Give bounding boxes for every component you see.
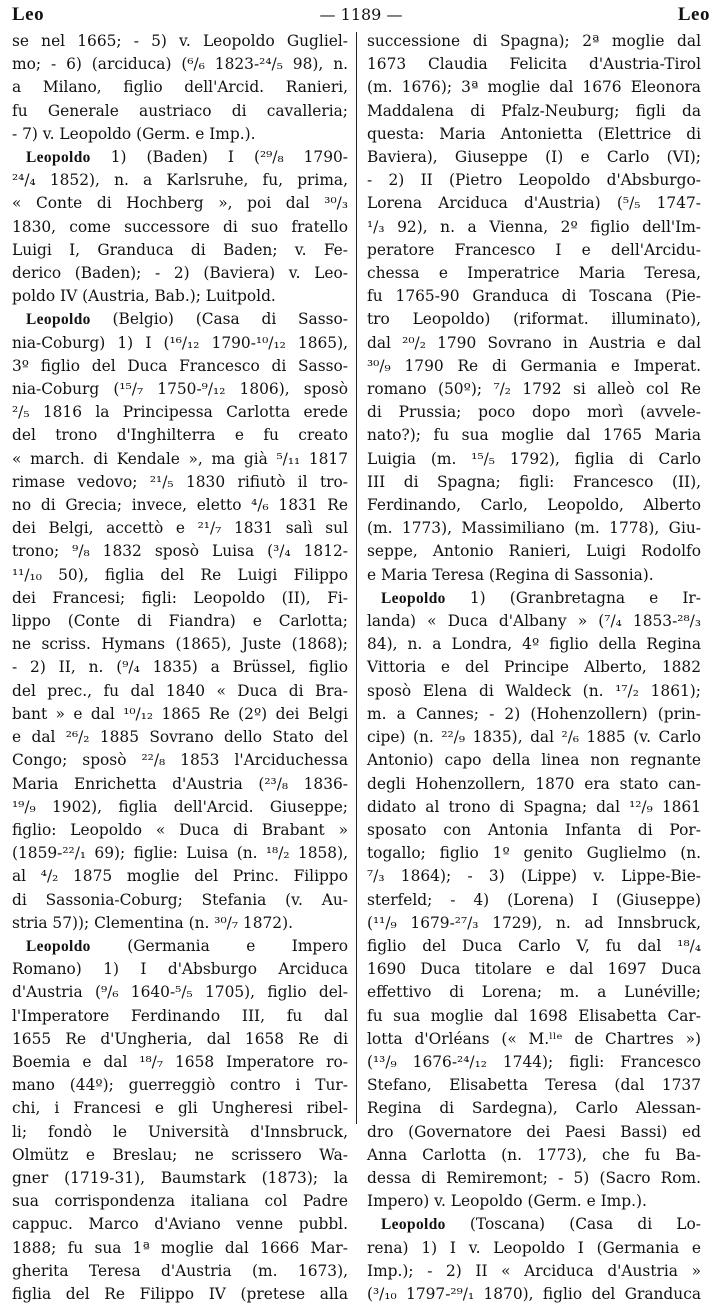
text-line <box>12 680 348 703</box>
text-line <box>12 773 348 796</box>
text-line <box>12 239 348 262</box>
line-text: Boemia e dal ¹⁸/₇ 1658 Imperatore ro- <box>12 1052 348 1071</box>
line-text: del prec., fu dal 1840 « Duca di Bra- <box>12 681 348 700</box>
line-text: dei Francesi; figli: Leopoldo (II), Fi- <box>12 588 348 607</box>
text-line <box>367 1097 701 1120</box>
line-text: al ⁴/₂ 1875 moglie del Princ. Filippo <box>12 867 348 886</box>
line-text: Luigia (m. ¹⁵/₅ 1792), figlia di Carlo <box>367 449 701 468</box>
line-text: successione di Spagna); 2ª moglie dal <box>367 32 701 50</box>
page-number: — 1189 — <box>319 5 403 24</box>
line-text: se nel 1665; - 5) v. Leopoldo Gugliel- <box>12 32 348 50</box>
text-line <box>367 1074 701 1097</box>
line-text: - 7) v. Leopoldo (Germ. e Imp.). <box>12 124 256 143</box>
line-text: ²⁴/₄ 1852), n. a Karlsruhe, fu, prima, <box>12 171 348 190</box>
line-text: - 2) II, n. (⁹/₄ 1835) a Brüssel, figlio <box>12 658 348 677</box>
text-line <box>367 1121 701 1144</box>
line-text: lippo (Conte di Fiandra) e Carlotta; <box>12 612 348 631</box>
text-line <box>367 796 701 819</box>
text-line <box>12 471 348 494</box>
text-line <box>367 564 701 587</box>
line-text: peratore Francesco I e dell'Arcidu- <box>367 240 701 259</box>
text-line <box>12 76 348 99</box>
line-text: fu sua moglie dal 1698 Elisabetta Car- <box>367 1006 701 1025</box>
text-line <box>12 1190 348 1213</box>
line-text: bant » e dal ¹⁰/₁₂ 1865 Re (2º) dei Belgi <box>12 704 348 723</box>
line-text: cappuc. Marco d'Aviano venne pubbl. <box>12 1215 348 1234</box>
line-text: di Prussia; poco dopo morì (avvele- <box>367 403 701 422</box>
line-text: d'Austria (⁹/₆ 1640-⁵/₅ 1705), figlio del- <box>12 983 348 1002</box>
line-text: Luigi I, Granduca di Baden; v. Fe- <box>12 240 348 259</box>
line-text: gner (1719-31), Baumstark (1873); la <box>12 1168 348 1187</box>
line-text: 3º figlio del Duca Francesco di Sasso- <box>12 356 348 375</box>
line-text: mo; - 6) (arciduca) (⁶/₆ 1823-²⁴/₅ 98), n. <box>12 55 348 74</box>
line-text: nia-Coburg) 1) I (¹⁶/₁₂ 1790-¹⁰/₁₂ 1865), <box>12 333 348 352</box>
text-line <box>12 1213 348 1236</box>
line-text: Regina di Sardegna), Carlo Alessan- <box>367 1099 701 1118</box>
line-text: fu 1765-90 Granduca di Toscana (Pie- <box>367 287 701 306</box>
entry-headword: Leopoldo <box>26 937 91 955</box>
line-text: lotta d'Orléans (« M.ˡˡᵉ de Chartres ») <box>367 1029 701 1048</box>
text-line <box>367 610 701 633</box>
line-text: ²/₅ 1816 la Principessa Carlotta erede <box>12 403 348 422</box>
text-line <box>12 517 348 540</box>
text-line <box>367 401 701 424</box>
line-text: Lorena Arciduca d'Austria) (⁵/₅ 1747- <box>367 194 701 213</box>
text-line <box>12 1051 348 1074</box>
line-text: Anna Carlotta (n. 1773), che fu Ba- <box>367 1145 701 1164</box>
line-text: 1) (Baden) I (²⁹/₈ 1790- <box>90 148 348 167</box>
line-text: (³/₁₀ 1797-²⁹/₁ 1870), figlio del Granduca <box>367 1284 701 1303</box>
text-line <box>12 401 348 424</box>
line-text: 1) (Granbretagna e Ir- <box>445 588 701 607</box>
line-text: dessa di Remiremont; - 5) (Sacro Rom. <box>367 1168 701 1187</box>
text-line <box>12 749 348 772</box>
text-line <box>12 656 348 679</box>
line-text: no di Grecia; invece, eletto ⁴/₆ 1831 Re <box>12 496 348 515</box>
text-line <box>367 773 701 796</box>
line-text: Imp.); - 2) II « Arciduca d'Austria » <box>367 1261 701 1280</box>
text-line <box>367 308 701 331</box>
line-text: 1673 Claudia Felicita d'Austria-Tirol <box>367 55 701 74</box>
text-line <box>12 285 348 308</box>
line-text: (¹¹/₉ 1679-²⁷/₃ 1729), n. ad Innsbruck, <box>367 913 701 932</box>
line-text: Antonio) capo della linea non regnante <box>367 751 701 770</box>
line-text: figlio: Leopoldo « Duca di Brabant » <box>12 820 348 839</box>
line-text: 84), n. a Londra, 4º figlio della Regina <box>367 635 701 654</box>
text-line <box>367 471 701 494</box>
entry-line <box>12 146 348 169</box>
line-text: chi, i Francesi e gli Ungheresi ribel- <box>12 1099 348 1118</box>
line-text: a Milano, figlio dell'Arcid. Ranieri, <box>12 78 348 97</box>
line-text: del trono d'Inghilterra e fu creato <box>12 426 348 445</box>
text-line <box>12 819 348 842</box>
line-text: e dal ²⁶/₂ 1885 Sovrano dello Stato del <box>12 728 348 747</box>
line-text: romano (50º); ⁷/₂ 1792 si alleò col Re <box>367 380 701 399</box>
text-line <box>12 981 348 1004</box>
line-text: rimase vedovo; ²¹/₅ 1830 rifiutò il tro- <box>12 472 348 491</box>
line-text: effettivo di Lorena; m. a Lunéville; <box>367 983 701 1002</box>
text-line <box>12 796 348 819</box>
line-text: Impero) v. Leopoldo (Germ. e Imp.). <box>367 1192 647 1211</box>
text-line <box>367 633 701 656</box>
text-line <box>12 355 348 378</box>
line-text: dal ²⁰/₂ 1790 Sovrano in Austria e dal <box>367 333 701 352</box>
text-line <box>367 169 701 192</box>
text-line <box>12 494 348 517</box>
line-text: 1690 Duca titolare e dal 1697 Duca <box>367 960 701 979</box>
line-text: (Toscana) (Casa di Lo- <box>445 1215 701 1234</box>
text-line <box>367 889 701 912</box>
line-text: - 2) II (Pietro Leopoldo d'Absburgo- <box>367 171 701 190</box>
text-line <box>367 1167 701 1190</box>
text-line <box>367 703 701 726</box>
text-line <box>367 216 701 239</box>
text-line <box>12 703 348 726</box>
line-text: rena) 1) I v. Leopoldo I (Germania e <box>367 1238 701 1257</box>
line-text: ¹/₃ 92), n. a Vienna, 2º figlio dell'Im- <box>367 217 701 236</box>
text-line <box>12 1028 348 1051</box>
line-text: (¹³/₉ 1676-²⁴/₁₂ 1744); figli: Francesco <box>367 1052 701 1071</box>
text-line <box>12 1237 348 1260</box>
header-left-headword: Leo <box>12 4 45 25</box>
line-text: Maddalena di Pfalz-Neuburg; figli da <box>367 101 701 120</box>
text-line <box>367 517 701 540</box>
text-line <box>12 192 348 215</box>
line-text: ne scriss. Hymans (1865), Juste (1868); <box>12 635 348 654</box>
text-line <box>12 332 348 355</box>
text-line <box>367 192 701 215</box>
line-text: seppe, Antonio Ranieri, Luigi Rodolfo <box>367 542 701 561</box>
text-columns <box>12 30 710 1303</box>
line-text: Stefano, Elisabetta Teresa (dal 1737 <box>367 1076 701 1095</box>
text-line <box>367 1005 701 1028</box>
line-text: III di Spagna; figli: Francesco (II), <box>367 472 701 491</box>
line-text: figlia del Re Filippo IV (pretese alla <box>12 1284 348 1303</box>
line-text: m. a Cannes; - 2) (Hohenzollern) (prin- <box>367 704 701 723</box>
entry-headword: Leopoldo <box>26 149 91 167</box>
text-line <box>12 633 348 656</box>
line-text: 1830, come successore di suo fratello <box>12 217 348 236</box>
text-line <box>12 842 348 865</box>
line-text: Olmütz e Breslau; ne scrissero Wa- <box>12 1145 348 1164</box>
text-line <box>367 819 701 842</box>
text-line <box>367 53 701 76</box>
text-line <box>367 146 701 169</box>
line-text: nia-Coburg (¹⁵/₇ 1750-⁹/₁₂ 1806), sposò <box>12 380 348 399</box>
text-line <box>12 169 348 192</box>
line-text: ³⁰/₉ 1790 Re di Germania e Imperat. <box>367 356 701 375</box>
line-text: l'Imperatore Ferdinando III, fu dal <box>12 1006 348 1025</box>
text-line <box>12 424 348 447</box>
text-line <box>12 1121 348 1144</box>
line-text: e Maria Teresa (Regina di Sassonia). <box>367 565 654 584</box>
line-text: Romano) 1) I d'Absburgo Arciduca <box>12 960 348 979</box>
text-line <box>12 540 348 563</box>
line-text: nato?); fu sua moglie dal 1765 Maria <box>367 426 701 445</box>
line-text: dei Belgi, accettò e ²¹/₇ 1831 salì sul <box>12 519 348 538</box>
text-line <box>12 123 348 146</box>
text-line <box>367 123 701 146</box>
line-text: 1888; fu sua 1ª moglie dal 1666 Mar- <box>12 1238 348 1257</box>
line-text: cipe) (n. ²²/₉ 1835), dal ²/₆ 1885 (v. Carlo <box>367 728 701 747</box>
text-line <box>12 912 348 935</box>
line-text: tro Leopoldo) (riformat. illuminato), <box>367 310 701 329</box>
text-line <box>367 262 701 285</box>
text-line <box>367 494 701 517</box>
right-column <box>357 30 701 1303</box>
line-text: stria 57)); Clementina (n. ³⁰/₇ 1872). <box>12 913 293 932</box>
line-text: li; fondò le Università d'Innsbruck, <box>12 1122 348 1141</box>
text-line <box>367 30 701 53</box>
text-line <box>367 1051 701 1074</box>
line-text: di Sassonia-Coburg; Stefania (v. Au- <box>12 890 348 909</box>
entry-line <box>12 935 348 958</box>
header-right-headword: Leo <box>677 4 710 25</box>
line-text: figlio del Duca Carlo V, fu dal ¹⁸/₄ <box>367 936 701 955</box>
text-line <box>12 1005 348 1028</box>
line-text: trono; ⁹/₈ 1832 sposò Luisa (³/₄ 1812- <box>12 542 348 561</box>
line-text: derico (Baden); - 2) (Baviera) v. Leo- <box>12 264 348 283</box>
line-text: sposò Elena di Waldeck (n. ¹⁷/₂ 1861); <box>367 681 701 700</box>
text-line <box>12 1260 348 1283</box>
text-line <box>367 448 701 471</box>
left-column <box>12 30 356 1303</box>
line-text: mano (44º); guerreggiò contro i Tur- <box>12 1076 348 1095</box>
line-text: 1655 Re d'Ungheria, dal 1658 Re di <box>12 1029 348 1048</box>
line-text: fu Generale austriaco di cavalleria; <box>12 101 348 120</box>
text-line <box>367 865 701 888</box>
line-text: gherita Teresa d'Austria (m. 1673), <box>12 1261 348 1280</box>
text-line <box>367 355 701 378</box>
line-text: sterfeld; - 4) (Lorena) I (Giuseppe) <box>367 890 701 909</box>
line-text: Baviera), Giuseppe (I) e Carlo (VI); <box>367 148 701 167</box>
line-text: Vittoria e del Principe Alberto, 1882 <box>367 658 701 677</box>
line-text: Congo; sposò ²²/₈ 1853 l'Arciduchessa <box>12 751 348 770</box>
line-text: didato al trono di Spagna; dal ¹²/₉ 1861 <box>367 797 701 816</box>
line-text: sua corrispondenza italiana col Padre <box>12 1192 348 1211</box>
text-line <box>12 889 348 912</box>
line-text: (Germania e Impero <box>90 936 348 955</box>
text-line <box>367 424 701 447</box>
text-line <box>367 912 701 935</box>
text-line <box>367 1028 701 1051</box>
text-line <box>12 726 348 749</box>
entry-line <box>12 308 348 331</box>
text-line <box>12 100 348 123</box>
text-line <box>367 958 701 981</box>
line-text: poldo IV (Austria, Bab.); Luitpold. <box>12 287 276 306</box>
text-line <box>367 76 701 99</box>
text-line <box>12 610 348 633</box>
line-text: ⁷/₃ 1864); - 3) (Lippe) v. Lippe-Bie- <box>367 867 701 886</box>
text-line <box>367 332 701 355</box>
text-line <box>367 749 701 772</box>
text-line <box>367 540 701 563</box>
text-line <box>12 216 348 239</box>
line-text: landa) « Duca d'Albany » (⁷/₄ 1853-²⁸/₃ <box>367 612 701 631</box>
text-line <box>12 448 348 471</box>
text-line <box>367 1237 701 1260</box>
line-text: (Belgio) (Casa di Sasso- <box>90 310 348 329</box>
text-line <box>12 1074 348 1097</box>
line-text: (m. 1676); 3ª moglie dal 1676 Eleonora <box>367 78 701 97</box>
text-line <box>367 1260 701 1283</box>
page-header <box>12 4 710 30</box>
line-text: (m. 1773), Massimiliano (m. 1778), Giu- <box>367 519 701 538</box>
line-text: « march. di Kendale », ma già ⁵/₁₁ 1817 <box>12 449 348 468</box>
line-text: sposato con Antonia Infanta di Por- <box>367 820 701 839</box>
text-line <box>367 726 701 749</box>
line-text: chessa e Imperatrice Maria Teresa, <box>367 264 701 283</box>
entry-headword: Leopoldo <box>381 1216 446 1234</box>
text-line <box>12 1167 348 1190</box>
text-line <box>367 842 701 865</box>
text-line <box>12 1283 348 1306</box>
text-line <box>12 262 348 285</box>
line-text: Maria Enrichetta d'Austria (²³/₈ 1836- <box>12 774 348 793</box>
text-line <box>12 1097 348 1120</box>
line-text: « Conte di Hochberg », poi dal ³⁰/₃ <box>12 194 348 213</box>
text-line <box>12 53 348 76</box>
text-line <box>367 935 701 958</box>
entry-line <box>367 587 701 610</box>
line-text: ¹¹/₁₀ 50), figlia del Re Luigi Filippo <box>12 565 348 584</box>
text-line <box>12 958 348 981</box>
text-line <box>367 378 701 401</box>
text-line <box>367 680 701 703</box>
line-text: dro (Governatore dei Paesi Bassi) ed <box>367 1122 701 1141</box>
text-line <box>367 656 701 679</box>
text-line <box>12 865 348 888</box>
line-text: degli Hohenzollern, 1870 era stato can- <box>367 774 701 793</box>
entry-headword: Leopoldo <box>381 589 446 607</box>
line-text: questa: Maria Antonietta (Elettrice di <box>367 124 701 143</box>
text-line <box>367 100 701 123</box>
text-line <box>367 981 701 1004</box>
entry-line <box>367 1213 701 1236</box>
line-text: Ferdinando, Carlo, Leopoldo, Alberto <box>367 496 701 515</box>
text-line <box>367 1144 701 1167</box>
text-line <box>12 30 348 53</box>
line-text: (1859-²²/₁ 69); figlie: Luisa (n. ¹⁸/₂ 1858), <box>12 844 348 863</box>
text-line <box>367 239 701 262</box>
text-line <box>367 1283 701 1306</box>
line-text: ¹⁹/₉ 1902), figlia dell'Arcid. Giuseppe; <box>12 797 348 816</box>
text-line <box>12 564 348 587</box>
text-line <box>12 378 348 401</box>
text-line <box>12 1144 348 1167</box>
entry-headword: Leopoldo <box>26 311 91 329</box>
text-line <box>367 285 701 308</box>
line-text: togallo; figlio 1º genito Guglielmo (n. <box>367 844 701 863</box>
text-line <box>367 1190 701 1213</box>
text-line <box>12 587 348 610</box>
